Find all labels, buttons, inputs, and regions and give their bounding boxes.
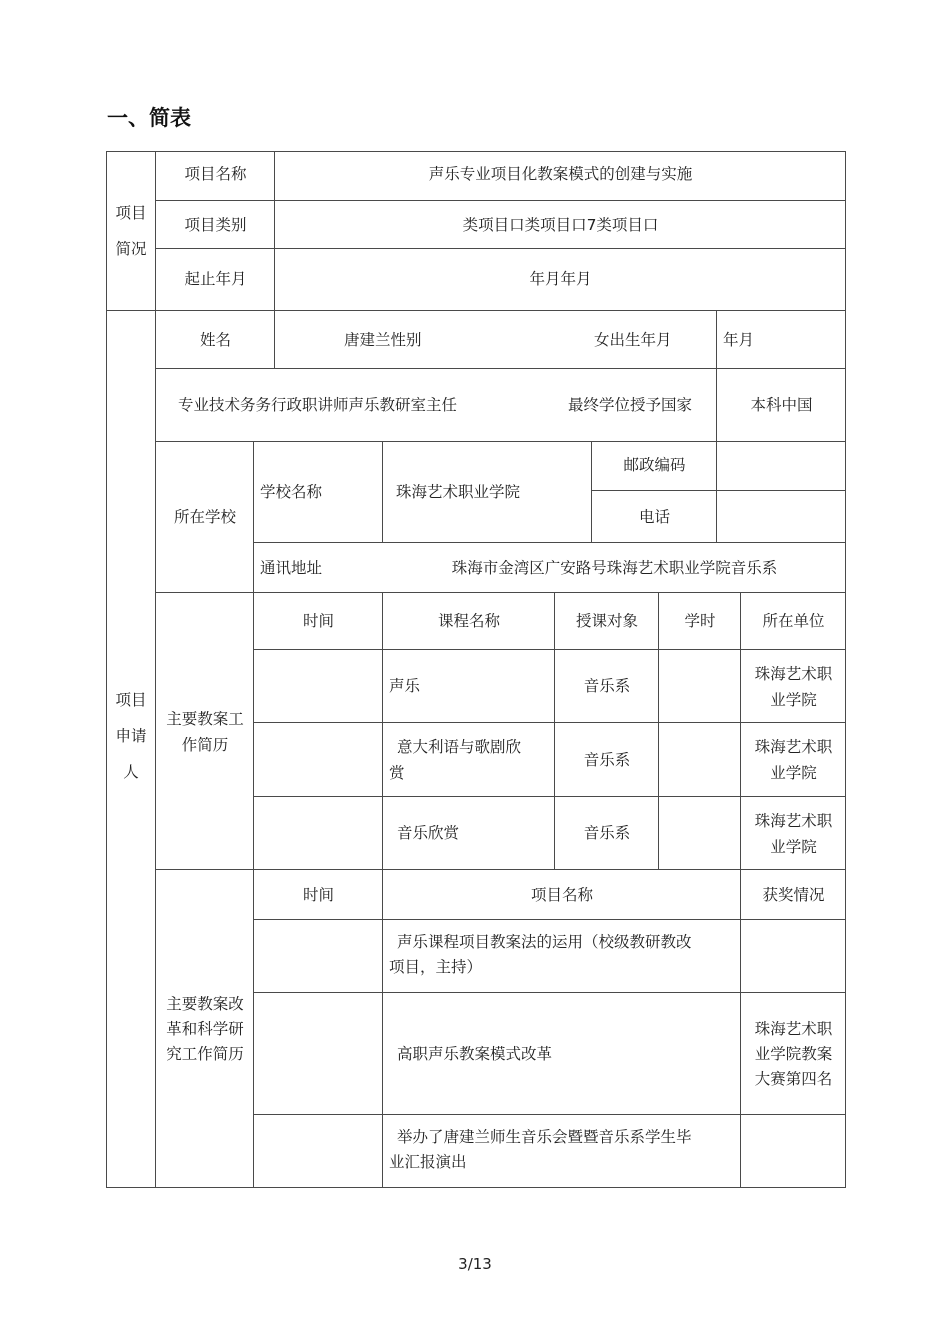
project-category-label: 项目类别 xyxy=(184,215,247,234)
applicant-group-label xyxy=(106,681,156,791)
postcode-label: 邮政编码 xyxy=(623,455,686,474)
project-line: 业汇报演出 xyxy=(389,1153,467,1171)
phone-label: 电话 xyxy=(638,507,670,526)
research-header-award: 获奖情况 xyxy=(762,885,825,904)
research-history-label-line: 究工作简历 xyxy=(166,1044,244,1063)
school-name-label: 学校名称 xyxy=(260,483,323,501)
teaching-row-3-unit xyxy=(741,797,846,870)
unit-line: 珠海艺术职 xyxy=(754,811,833,830)
summary-form-table xyxy=(106,151,846,1188)
applicant-title-position: 专业技术务务行政职讲师声乐教研室主任 xyxy=(178,396,458,414)
project-overview-group-label xyxy=(106,151,156,310)
school-label: 所在学校 xyxy=(173,508,236,526)
unit-line: 珠海艺术职 xyxy=(754,664,833,683)
school-name-value: 珠海艺术职业学院 xyxy=(396,483,521,501)
applicant-degree-value: 本科中国 xyxy=(750,396,813,414)
course-line: 赏 xyxy=(389,764,405,782)
applicant-degree-label: 最终学位授予国家 xyxy=(568,396,693,414)
applicant-name-label: 姓名 xyxy=(199,330,231,349)
teaching-row-1-target: 音乐系 xyxy=(583,677,631,695)
address-label: 通讯地址 xyxy=(260,558,323,577)
award-line: 大赛第四名 xyxy=(754,1069,833,1088)
page-number: 3/13 xyxy=(458,1255,492,1273)
unit-line: 业学院 xyxy=(770,837,817,856)
course-line: 意大利语与歌剧欣 xyxy=(397,738,522,756)
applicant-label-line: 项目 xyxy=(115,691,147,709)
teaching-row-2-target: 音乐系 xyxy=(583,750,631,769)
project-period-label: 起止年月 xyxy=(184,270,247,288)
award-line: 业学院教案 xyxy=(754,1044,833,1063)
project-overview-label-line: 项目 xyxy=(115,203,147,222)
phone-value xyxy=(717,491,846,543)
unit-line: 业学院 xyxy=(770,690,817,709)
teaching-history-label xyxy=(156,593,254,870)
teaching-row-2-course xyxy=(389,723,549,797)
teaching-history-label-line: 作简历 xyxy=(181,735,229,754)
project-name-label: 项目名称 xyxy=(184,164,247,183)
research-history-label xyxy=(156,870,254,1188)
teaching-row-1-course: 声乐 xyxy=(389,677,421,695)
project-overview-label-line: 简况 xyxy=(115,239,147,258)
award-line: 珠海艺术职 xyxy=(754,1019,833,1038)
research-header-time: 时间 xyxy=(302,885,334,904)
teaching-header-hours: 学时 xyxy=(684,612,716,630)
teaching-history-label-line: 主要教案工 xyxy=(166,709,244,728)
unit-line: 业学院 xyxy=(770,764,817,782)
teaching-header-target: 授课对象 xyxy=(575,612,638,630)
applicant-gender-birth: 女出生年月 xyxy=(594,330,672,349)
project-line: 项目，主持） xyxy=(389,958,483,976)
research-history-label-line: 革和科学研 xyxy=(166,1019,244,1038)
teaching-row-1-unit xyxy=(741,650,846,723)
project-period-value: 年月年月 xyxy=(529,270,592,288)
unit-line: 珠海艺术职 xyxy=(754,738,833,756)
teaching-row-2-unit xyxy=(741,723,846,797)
applicant-label-line: 人 xyxy=(123,763,139,781)
applicant-birth-value: 年月 xyxy=(723,330,755,349)
research-history-label-line: 主要教案改 xyxy=(166,994,244,1013)
teaching-header-time: 时间 xyxy=(302,612,334,630)
teaching-row-3-course: 音乐欣赏 xyxy=(397,824,460,842)
teaching-row-3-target: 音乐系 xyxy=(583,824,631,842)
applicant-name-gender: 唐建兰性别 xyxy=(344,330,422,349)
applicant-label-line: 申请 xyxy=(115,727,147,745)
research-row-2-award xyxy=(741,993,846,1115)
section-title: 一、简表 xyxy=(107,106,191,130)
address-value: 珠海市金湾区广安路号珠海艺术职业学院音乐系 xyxy=(451,558,778,577)
postcode-value xyxy=(717,442,846,491)
teaching-header-unit: 所在单位 xyxy=(762,612,825,630)
research-row-3-project xyxy=(389,1115,729,1185)
research-header-project: 项目名称 xyxy=(530,885,593,904)
teaching-header-course: 课程名称 xyxy=(437,612,500,630)
project-line: 举办了唐建兰师生音乐会暨暨音乐系学生毕 xyxy=(397,1128,692,1146)
research-row-1-project xyxy=(389,920,729,990)
research-row-2-project: 高职声乐教案模式改革 xyxy=(397,1044,553,1063)
project-name-value: 声乐专业项目化教案模式的创建与实施 xyxy=(428,164,693,183)
project-line: 声乐课程项目教案法的运用（校级教研教改 xyxy=(397,933,692,951)
project-category-value: 类项目口类项目口7类项目口 xyxy=(462,215,659,234)
